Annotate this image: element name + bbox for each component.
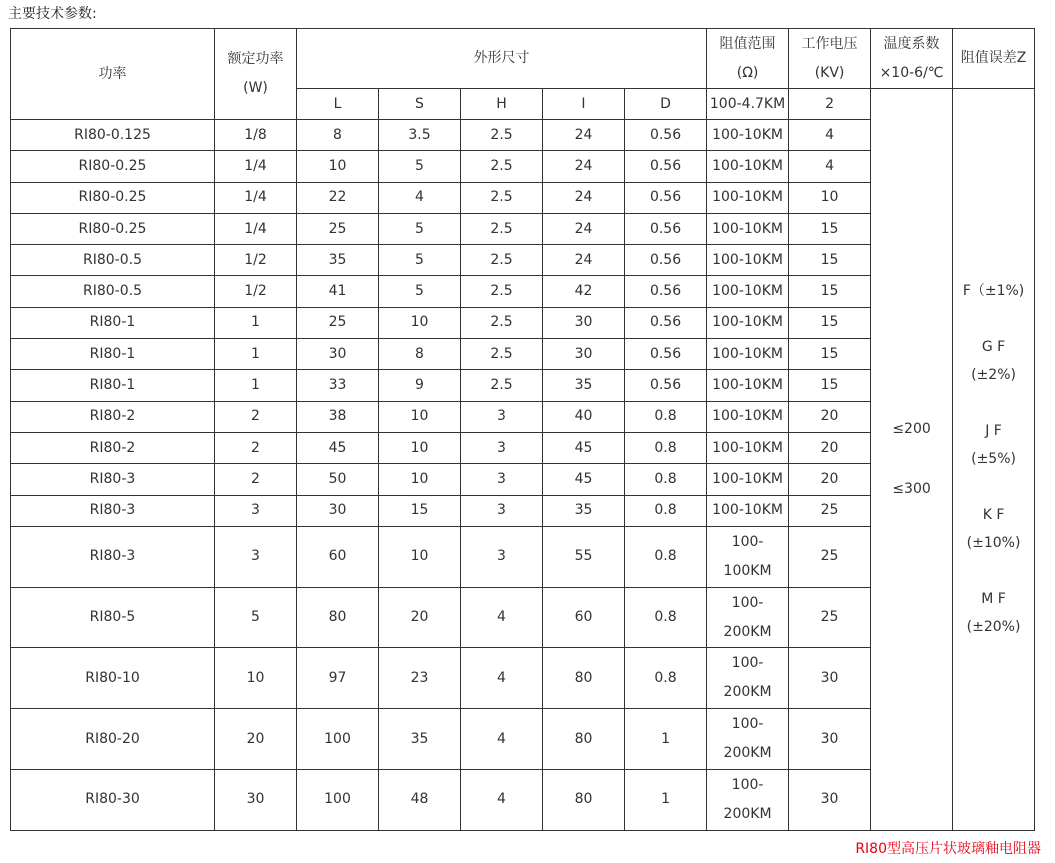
cell-resistance: 100-10KM bbox=[707, 401, 789, 432]
cell-l: 45 bbox=[297, 432, 379, 463]
cell-model: RI80-30 bbox=[11, 770, 215, 831]
cell-voltage: 15 bbox=[789, 213, 871, 244]
cell-l: 25 bbox=[297, 307, 379, 338]
cell-h: 2.5 bbox=[461, 276, 543, 307]
cell-d: 0.8 bbox=[625, 432, 707, 463]
cell-model: RI80-0.25 bbox=[11, 182, 215, 213]
tolerance-value: (±20%) bbox=[966, 619, 1021, 636]
cell-h: 2.5 bbox=[461, 370, 543, 401]
cell-i: 24 bbox=[543, 245, 625, 276]
cell-h: 3 bbox=[461, 495, 543, 526]
cell-voltage: 10 bbox=[789, 182, 871, 213]
header-voltage bbox=[789, 29, 871, 89]
cell-model: RI80-0.125 bbox=[11, 120, 215, 151]
cell-resistance: 100-10KM bbox=[707, 307, 789, 338]
cell-h: 3 bbox=[461, 526, 543, 587]
cell-h: 3 bbox=[461, 432, 543, 463]
cell-h: 3 bbox=[461, 464, 543, 495]
cell-d: 0.8 bbox=[625, 495, 707, 526]
header-power bbox=[11, 29, 215, 120]
cell-power: 1 bbox=[215, 339, 297, 370]
cell-s: 5 bbox=[379, 151, 461, 182]
cell-resistance bbox=[707, 526, 789, 587]
cell-h: 2.5 bbox=[461, 307, 543, 338]
cell-h: 2.5 bbox=[461, 339, 543, 370]
cell-l: 10 bbox=[297, 151, 379, 182]
cell-voltage: 15 bbox=[789, 245, 871, 276]
tolerance-value: J F bbox=[985, 423, 1002, 440]
cell-voltage: 30 bbox=[789, 648, 871, 709]
resistance-line-1: 100- bbox=[731, 533, 764, 550]
header-tolerance bbox=[953, 29, 1035, 89]
cell-power: 5 bbox=[215, 587, 297, 648]
cell-l: 100 bbox=[297, 709, 379, 770]
cell-s: 5 bbox=[379, 245, 461, 276]
cell-voltage: 30 bbox=[789, 770, 871, 831]
tolerance-value: G F bbox=[981, 339, 1006, 356]
cell-i: 42 bbox=[543, 276, 625, 307]
header-temp-coeff bbox=[871, 29, 953, 89]
cell-l: 100 bbox=[297, 770, 379, 831]
cell-power: 30 bbox=[215, 770, 297, 831]
cell-voltage: 15 bbox=[789, 339, 871, 370]
resistance-line-2: 100KM bbox=[723, 562, 772, 579]
cell-power: 3 bbox=[215, 526, 297, 587]
cell-power: 10 bbox=[215, 648, 297, 709]
spec-table bbox=[10, 28, 1035, 831]
cell-voltage: 15 bbox=[789, 307, 871, 338]
cell-h: 3 bbox=[461, 401, 543, 432]
cell-model: RI80-10 bbox=[11, 648, 215, 709]
header-dimensions bbox=[297, 29, 707, 89]
cell-i: 24 bbox=[543, 120, 625, 151]
cell-power: 1 bbox=[215, 307, 297, 338]
cell-i: 55 bbox=[543, 526, 625, 587]
resistance-line-1: 100- bbox=[731, 716, 764, 733]
cell-s: 15 bbox=[379, 495, 461, 526]
cell-resistance: 100-10KM bbox=[707, 213, 789, 244]
cell-power: 2 bbox=[215, 401, 297, 432]
cell-s: 5 bbox=[379, 213, 461, 244]
cell-l: 97 bbox=[297, 648, 379, 709]
tolerance-value: (±5%) bbox=[971, 451, 1016, 468]
cell-model: RI80-0.5 bbox=[11, 276, 215, 307]
header-power-label: 功率 bbox=[98, 65, 127, 82]
cell-i: 80 bbox=[543, 648, 625, 709]
cell-d: 0.8 bbox=[625, 587, 707, 648]
header-dim-h: H bbox=[461, 89, 543, 120]
cell-resistance: 100-10KM bbox=[707, 151, 789, 182]
cell-d: 0.56 bbox=[625, 339, 707, 370]
header-rated-power-unit: (W) bbox=[243, 80, 268, 96]
cell-d: 0.56 bbox=[625, 151, 707, 182]
cell-l: 30 bbox=[297, 495, 379, 526]
cell-i: 24 bbox=[543, 182, 625, 213]
cell-s: 48 bbox=[379, 770, 461, 831]
cell-voltage: 4 bbox=[789, 120, 871, 151]
cell-s: 10 bbox=[379, 464, 461, 495]
cell-model: RI80-1 bbox=[11, 307, 215, 338]
header-resistance-label: 阻值范围 bbox=[719, 35, 776, 52]
resistance-line-2: 200KM bbox=[723, 805, 772, 822]
temp-coeff-value: ≤200 bbox=[892, 421, 931, 438]
header-temp-coeff-label: 温度系数 bbox=[883, 35, 940, 52]
header-voltage-unit: (KV) bbox=[814, 64, 845, 81]
cell-l: 25 bbox=[297, 213, 379, 244]
cell-i: 80 bbox=[543, 709, 625, 770]
cell-h: 4 bbox=[461, 587, 543, 648]
cell-l: 8 bbox=[297, 120, 379, 151]
resistance-line-1: 100- bbox=[731, 655, 764, 672]
resistance-line-1: 100- bbox=[731, 594, 764, 611]
cell-d: 0.56 bbox=[625, 276, 707, 307]
cell-model: RI80-2 bbox=[11, 432, 215, 463]
header-resistance bbox=[707, 29, 789, 89]
cell-voltage: 20 bbox=[789, 432, 871, 463]
cell-model: RI80-0.25 bbox=[11, 151, 215, 182]
cell-l: 33 bbox=[297, 370, 379, 401]
cell-s: 35 bbox=[379, 709, 461, 770]
cell-s: 9 bbox=[379, 370, 461, 401]
cell-resistance: 100-10KM bbox=[707, 120, 789, 151]
tolerance-value: K F bbox=[982, 507, 1005, 524]
cell-model: RI80-0.5 bbox=[11, 245, 215, 276]
header-row-1 bbox=[11, 29, 1035, 89]
cell-s: 20 bbox=[379, 587, 461, 648]
cell-model: RI80-3 bbox=[11, 495, 215, 526]
cell-h: 4 bbox=[461, 709, 543, 770]
cell-voltage: 25 bbox=[789, 526, 871, 587]
cell-d: 0.56 bbox=[625, 182, 707, 213]
cell-d: 0.56 bbox=[625, 245, 707, 276]
spec-table-body bbox=[11, 29, 1035, 831]
cell-power: 1/2 bbox=[215, 276, 297, 307]
cell-d: 0.56 bbox=[625, 120, 707, 151]
header-rated-power-label: 额定功率 bbox=[227, 51, 284, 67]
cell-h: 2.5 bbox=[461, 151, 543, 182]
temp-coeff-value: ≤300 bbox=[892, 481, 931, 498]
cell-i: 80 bbox=[543, 770, 625, 831]
header-dimensions-label: 外形尺寸 bbox=[473, 50, 530, 66]
header-tolerance-label: 阻值误差Z bbox=[960, 50, 1027, 66]
cell-voltage: 30 bbox=[789, 709, 871, 770]
cell-d: 1 bbox=[625, 709, 707, 770]
cell-power: 2 bbox=[215, 432, 297, 463]
cell-i: 24 bbox=[543, 151, 625, 182]
cell-i: 45 bbox=[543, 432, 625, 463]
header-voltage-value: 2 bbox=[789, 89, 871, 120]
header-dim-l: L bbox=[297, 89, 379, 120]
cell-power: 20 bbox=[215, 709, 297, 770]
cell-s: 8 bbox=[379, 339, 461, 370]
cell-voltage: 20 bbox=[789, 464, 871, 495]
resistance-line-2: 200KM bbox=[723, 745, 772, 762]
cell-power: 2 bbox=[215, 464, 297, 495]
cell-resistance: 100-10KM bbox=[707, 245, 789, 276]
cell-i: 35 bbox=[543, 495, 625, 526]
cell-h: 4 bbox=[461, 770, 543, 831]
cell-d: 0.8 bbox=[625, 464, 707, 495]
cell-i: 30 bbox=[543, 307, 625, 338]
cell-i: 40 bbox=[543, 401, 625, 432]
header-dim-d: D bbox=[625, 89, 707, 120]
header-resistance-unit: (Ω) bbox=[736, 64, 759, 81]
cell-voltage: 4 bbox=[789, 151, 871, 182]
cell-model: RI80-5 bbox=[11, 587, 215, 648]
cell-i: 24 bbox=[543, 213, 625, 244]
cell-s: 23 bbox=[379, 648, 461, 709]
header-resistance-value: 100-4.7KM bbox=[707, 89, 789, 120]
header-dim-s: S bbox=[379, 89, 461, 120]
cell-l: 41 bbox=[297, 276, 379, 307]
cell-s: 10 bbox=[379, 401, 461, 432]
cell-d: 0.56 bbox=[625, 370, 707, 401]
cell-i: 45 bbox=[543, 464, 625, 495]
cell-s: 10 bbox=[379, 526, 461, 587]
cell-d: 1 bbox=[625, 770, 707, 831]
cell-s: 10 bbox=[379, 432, 461, 463]
cell-voltage: 20 bbox=[789, 401, 871, 432]
product-caption: RI80型高压片状玻璃釉电阻器 bbox=[855, 841, 1041, 857]
cell-d: 0.8 bbox=[625, 401, 707, 432]
cell-l: 80 bbox=[297, 587, 379, 648]
cell-h: 4 bbox=[461, 648, 543, 709]
tolerance-value: F（±1%) bbox=[962, 283, 1025, 300]
cell-resistance: 100-10KM bbox=[707, 276, 789, 307]
cell-resistance: 100-10KM bbox=[707, 370, 789, 401]
resistance-line-2: 200KM bbox=[723, 623, 772, 640]
cell-voltage: 25 bbox=[789, 495, 871, 526]
cell-power: 1/8 bbox=[215, 120, 297, 151]
cell-d: 0.56 bbox=[625, 213, 707, 244]
cell-h: 2.5 bbox=[461, 120, 543, 151]
cell-l: 22 bbox=[297, 182, 379, 213]
cell-l: 30 bbox=[297, 339, 379, 370]
resistance-line-1: 100- bbox=[731, 776, 764, 793]
cell-i: 60 bbox=[543, 587, 625, 648]
cell-l: 38 bbox=[297, 401, 379, 432]
cell-power: 1/4 bbox=[215, 151, 297, 182]
page-heading: 主要技术参数: bbox=[8, 6, 97, 22]
cell-l: 35 bbox=[297, 245, 379, 276]
cell-model: RI80-1 bbox=[11, 370, 215, 401]
cell-s: 4 bbox=[379, 182, 461, 213]
cell-d: 0.56 bbox=[625, 307, 707, 338]
cell-model: RI80-20 bbox=[11, 709, 215, 770]
header-dim-i: I bbox=[543, 89, 625, 120]
cell-resistance: 100-10KM bbox=[707, 182, 789, 213]
tolerance-cell bbox=[953, 89, 1035, 831]
cell-power: 1/4 bbox=[215, 182, 297, 213]
cell-h: 2.5 bbox=[461, 182, 543, 213]
cell-resistance bbox=[707, 587, 789, 648]
cell-resistance bbox=[707, 648, 789, 709]
cell-d: 0.8 bbox=[625, 648, 707, 709]
cell-model: RI80-3 bbox=[11, 526, 215, 587]
cell-i: 30 bbox=[543, 339, 625, 370]
tolerance-value: M F bbox=[981, 591, 1006, 608]
cell-d: 0.8 bbox=[625, 526, 707, 587]
tolerance-value: (±2%) bbox=[971, 367, 1016, 384]
cell-resistance bbox=[707, 709, 789, 770]
cell-s: 10 bbox=[379, 307, 461, 338]
cell-h: 2.5 bbox=[461, 245, 543, 276]
cell-power: 1 bbox=[215, 370, 297, 401]
cell-resistance bbox=[707, 770, 789, 831]
temp-coeff-cell bbox=[871, 89, 953, 831]
cell-l: 60 bbox=[297, 526, 379, 587]
cell-resistance: 100-10KM bbox=[707, 339, 789, 370]
cell-i: 35 bbox=[543, 370, 625, 401]
cell-model: RI80-0.25 bbox=[11, 213, 215, 244]
resistance-line-2: 200KM bbox=[723, 684, 772, 701]
cell-model: RI80-1 bbox=[11, 339, 215, 370]
cell-voltage: 25 bbox=[789, 587, 871, 648]
cell-resistance: 100-10KM bbox=[707, 464, 789, 495]
cell-h: 2.5 bbox=[461, 213, 543, 244]
cell-resistance: 100-10KM bbox=[707, 432, 789, 463]
cell-s: 3.5 bbox=[379, 120, 461, 151]
header-rated-power bbox=[215, 29, 297, 120]
cell-model: RI80-2 bbox=[11, 401, 215, 432]
cell-l: 50 bbox=[297, 464, 379, 495]
tolerance-value: (±10%) bbox=[966, 535, 1021, 552]
cell-power: 1/4 bbox=[215, 213, 297, 244]
cell-model: RI80-3 bbox=[11, 464, 215, 495]
cell-resistance: 100-10KM bbox=[707, 495, 789, 526]
header-temp-coeff-unit: ×10-6/℃ bbox=[879, 64, 944, 81]
cell-voltage: 15 bbox=[789, 370, 871, 401]
cell-voltage: 15 bbox=[789, 276, 871, 307]
header-voltage-label: 工作电压 bbox=[801, 35, 858, 52]
cell-s: 5 bbox=[379, 276, 461, 307]
cell-power: 3 bbox=[215, 495, 297, 526]
cell-power: 1/2 bbox=[215, 245, 297, 276]
